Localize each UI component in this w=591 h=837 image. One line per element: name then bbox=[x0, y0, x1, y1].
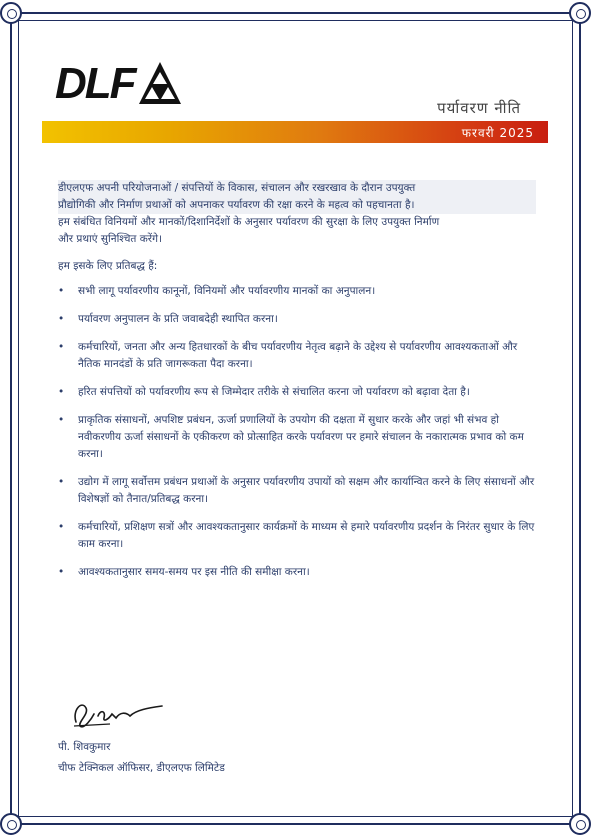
list-item: • आवश्यकतानुसार समय-समय पर इस नीति की समीक्षा करना। bbox=[58, 564, 536, 581]
logo-wordmark: DLF bbox=[55, 59, 135, 108]
document-date: फरवरी 2025 bbox=[461, 126, 534, 140]
document-title: पर्यावरण नीति bbox=[437, 99, 521, 117]
signature-image bbox=[70, 696, 170, 732]
list-item: • पर्यावरण अनुपालन के प्रति जवाबदेही स्थापित करना। bbox=[58, 311, 536, 328]
signatory-name: पी. शिवकुमार bbox=[58, 741, 111, 753]
intro-line: और प्रथाएं सुनिश्चित करेंगे। bbox=[58, 233, 162, 245]
intro-paragraph bbox=[58, 180, 536, 248]
header-color-band bbox=[42, 121, 548, 143]
intro-line: डीएलएफ अपनी परियोजनाओं / संपत्तियों के विकास, संचालन और रखरखाव के दौरान उपयुक्त bbox=[58, 180, 536, 197]
commitment-list bbox=[58, 283, 536, 581]
corner-ornament-top-left bbox=[0, 2, 22, 24]
list-item: • कर्मचारियों, जनता और अन्य हितधारकों के बीच पर्यावरणीय नेतृत्व बढ़ाने के उद्देश्य से पर्यावरणीय आवश्यकताओं और नैतिक मानदंडों के प्रति जागरूकता पैदा करना। bbox=[58, 339, 536, 373]
logo-triangle-icon bbox=[137, 60, 183, 106]
dlf-logo bbox=[55, 58, 185, 108]
list-item: • सभी लागू पर्यावरणीय कानूनों, विनियमों और पर्यावरणीय मानकों का अनुपालन। bbox=[58, 283, 536, 300]
list-item: • प्राकृतिक संसाधनों, अपशिष्ट प्रबंधन, ऊर्जा प्रणालियों के उपयोग की दक्षता में सुधार करके और जहां भी संभव हो नवीकरणीय ऊर्जा संसाधनों के एकीकरण को प्रोत्साहित करके पर्यावरण पर हमारे संचालन के नकारात्मक प्रभाव को कम करना। bbox=[58, 412, 536, 463]
intro-line: हम संबंधित विनियमों और मानकों/दिशानिर्देशों के अनुसार पर्यावरण की सुरक्षा के लिए उपयुक्त निर्माण bbox=[58, 216, 440, 228]
policy-body bbox=[58, 180, 536, 592]
corner-ornament-bottom-left bbox=[0, 813, 22, 835]
corner-ornament-top-right bbox=[569, 2, 591, 24]
signatory-role: चीफ टेक्निकल ऑफिसर, डीएलएफ लिमिटेड bbox=[58, 762, 225, 774]
corner-ornament-bottom-right bbox=[569, 813, 591, 835]
list-item: • हरित संपत्तियों को पर्यावरणीय रूप से जिम्मेदार तरीके से संचालित करना जो पर्यावरण को बढ़ावा देता है। bbox=[58, 384, 536, 401]
list-item: • कर्मचारियों, प्रशिक्षण सत्रों और आवश्यकतानुसार कार्यक्रमों के माध्यम से हमारे पर्यावरणीय प्रदर्शन के निरंतर सुधार के लिए काम करना। bbox=[58, 519, 536, 553]
list-item: • उद्योग में लागू सर्वोत्तम प्रबंधन प्रथाओं के अनुसार पर्यावरणीय उपायों को सक्षम और कार्यान्वित करने के लिए संसाधनों और विशेषज्ञों को तैनात/प्रतिबद्ध करना। bbox=[58, 474, 536, 508]
intro-line: प्रौद्योगिकी और निर्माण प्रथाओं को अपनाकर पर्यावरण की रक्षा करने के महत्व को पहचानता है। bbox=[58, 197, 536, 214]
commitment-lead: हम इसके लिए प्रतिबद्ध हैं: bbox=[58, 260, 158, 272]
